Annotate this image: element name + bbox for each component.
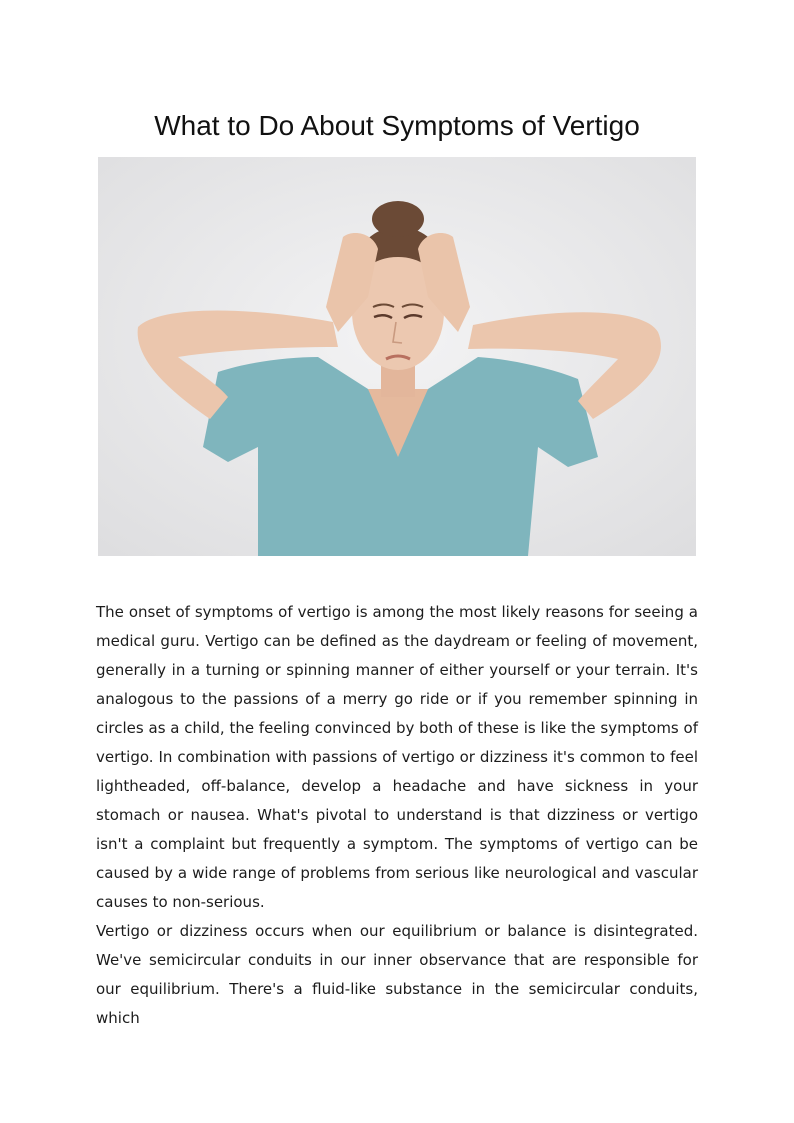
article-body bbox=[96, 598, 698, 1033]
paragraph-2: Vertigo or dizziness occurs when our equilibrium or balance is disintegrated. We've semicircular conduits in our inner observance that are responsible for our equilibrium. There's a fluid-like substance in the semicircular conduits, which bbox=[96, 922, 698, 1027]
paragraph-1: The onset of symptoms of vertigo is among the most likely reasons for seeing a medical guru. Vertigo can be defined as the daydream or feeling of movement, generally in a turning or spinning manner of either yourself or your terrain. It's analogous to the passions of a merry go ride or if you remember spinning in circles as a child, the feeling convinced by both of these is like the symptoms of vertigo. In combination with passions of vertigo or dizziness it's common to feel lightheaded, off-balance, develop a headache and have sickness in your stomach or nausea. What's pivotal to understand is that dizziness or vertigo isn't a complaint but frequently a symptom. The symptoms of vertigo can be caused by a wide range of problems from serious like neurological and vascular causes to non-serious. bbox=[96, 603, 698, 911]
page-title: What to Do About Symptoms of Vertigo bbox=[154, 110, 640, 141]
article-photo bbox=[98, 157, 696, 556]
woman-holding-head-photo bbox=[98, 157, 696, 556]
